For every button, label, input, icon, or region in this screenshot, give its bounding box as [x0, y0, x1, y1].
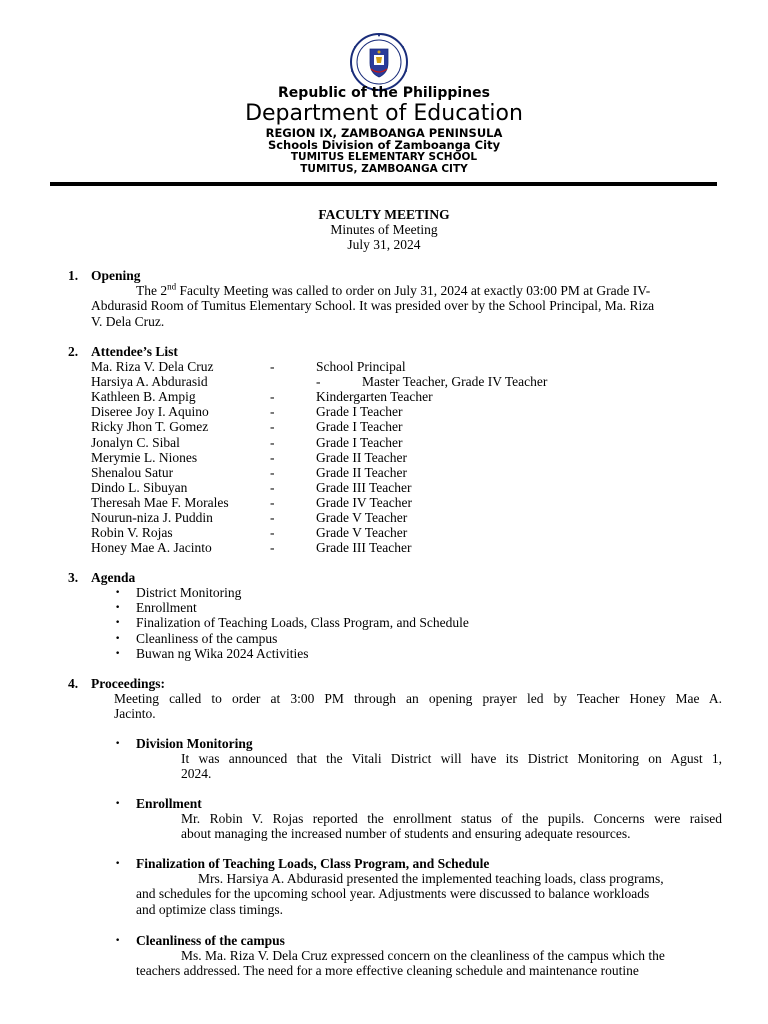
- attendee-name: Ricky Jhon T. Gomez: [91, 419, 209, 435]
- proceedings-intro-line: Jacinto.: [114, 706, 156, 721]
- proceeding-item-text: Mrs. Harsiya A. Abdurasid presented the implemented teaching loads, class programs,: [198, 871, 664, 886]
- attendee-dash: -: [270, 464, 275, 480]
- attendee-role: School Principal: [316, 359, 406, 374]
- attendee-name: Harsiya A. Abdurasid: [91, 374, 208, 390]
- agenda-item: Buwan ng Wika 2024 Activities: [136, 645, 309, 661]
- attendee-name: Theresah Mae F. Morales: [91, 494, 229, 510]
- city-heading: TUMITUS, ZAMBOANGA CITY: [300, 163, 468, 175]
- attendee-dash: -: [270, 494, 275, 510]
- attendee-role: Grade V Teacher: [316, 510, 408, 525]
- opening-text-line: V. Dela Cruz.: [91, 314, 165, 329]
- attendee-role: Grade IV Teacher: [316, 494, 413, 510]
- attendee-dash: -: [270, 540, 275, 556]
- attendee-name: Dindo L. Sibuyan: [91, 479, 188, 495]
- attendee-role: Grade III Teacher: [316, 540, 412, 556]
- proceedings-intro-line: Meeting called to order at 3:00 PM through an opening prayer led by Teacher Honey Mae A.: [114, 691, 722, 706]
- bullet-icon: •: [115, 603, 121, 614]
- attendee-name: Jonalyn C. Sibal: [91, 434, 180, 450]
- deped-seal-logo: [343, 33, 415, 91]
- attendee-dash: -: [270, 389, 275, 405]
- document-subtitle: Minutes of Meeting: [330, 222, 438, 237]
- proceeding-item-title: Cleanliness of the campus: [136, 933, 285, 948]
- attendee-name: Shenalou Satur: [91, 464, 174, 480]
- attendee-dash: -: [270, 479, 275, 495]
- proceeding-item-text: about managing the increased number of students and ensuring adequate resources.: [181, 826, 631, 841]
- proceeding-item-text: and optimize class timings.: [136, 902, 283, 917]
- agenda-item: Cleanliness of the campus: [136, 630, 278, 646]
- proceeding-item-title: Enrollment: [136, 796, 202, 811]
- opening-text-line: The 2nd Faculty Meeting was called to order on July 31, 2024 at exactly 03:00 PM at Grade IV-: [136, 281, 651, 298]
- bullet-icon: •: [115, 859, 121, 869]
- attendee-dash: -: [270, 434, 275, 450]
- attendee-role: Kindergarten Teacher: [316, 389, 433, 405]
- attendee-dash: -: [270, 525, 275, 541]
- attendee-role: Grade II Teacher: [316, 464, 407, 480]
- attendee-name: Honey Mae A. Jacinto: [91, 540, 212, 556]
- school-heading: TUMITUS ELEMENTARY SCHOOL: [290, 151, 478, 163]
- attendee-dash: -: [316, 374, 321, 390]
- opening-text-line: Abdurasid Room of Tumitus Elementary School. It was presided over by the School Principal, Ma. Riza: [91, 298, 655, 313]
- division-heading: Schools Division of Zamboanga City: [267, 138, 501, 152]
- attendee-dash: -: [270, 449, 275, 465]
- section-number: 3.: [68, 570, 79, 585]
- attendee-name: Kathleen B. Ampig: [91, 389, 196, 405]
- attendee-name: Nourun-niza J. Puddin: [91, 510, 213, 525]
- attendee-name: Ma. Riza V. Dela Cruz: [91, 359, 214, 374]
- bullet-icon: •: [115, 633, 121, 644]
- attendee-role: Grade I Teacher: [316, 434, 403, 450]
- region-heading: REGION IX, ZAMBOANGA PENINSULA: [265, 126, 503, 140]
- attendee-dash: -: [270, 510, 275, 525]
- attendee-dash: -: [270, 404, 275, 420]
- proceeding-item-title: Finalization of Teaching Loads, Class Program, and Schedule: [136, 856, 490, 871]
- attendee-role: Grade II Teacher: [316, 449, 407, 465]
- attendee-role: Grade I Teacher: [316, 404, 403, 420]
- proceeding-item-text: Ms. Ma. Riza V. Dela Cruz expressed concern on the cleanliness of the campus which the: [181, 948, 665, 963]
- proceeding-item-text: Mr. Robin V. Rojas reported the enrollment status of the pupils. Concerns were raised: [181, 811, 722, 826]
- section-title-attendees: Attendee’s List: [91, 344, 178, 359]
- agenda-item: Finalization of Teaching Loads, Class Program, and Schedule: [136, 615, 469, 631]
- agenda-item: District Monitoring: [136, 585, 242, 600]
- bullet-icon: •: [115, 799, 121, 809]
- proceeding-item-text: It was announced that the Vitali District will have its District Monitoring on Agust 1,: [181, 751, 722, 766]
- proceeding-item-title: Division Monitoring: [136, 736, 253, 751]
- attendee-role: Grade III Teacher: [316, 479, 412, 495]
- department-heading: Department of Education: [245, 101, 523, 126]
- attendee-role: Master Teacher, Grade IV Teacher: [362, 374, 548, 390]
- section-number: 1.: [68, 268, 79, 283]
- document-title: FACULTY MEETING: [318, 207, 450, 222]
- document-date: July 31, 2024: [347, 237, 421, 252]
- republic-heading: Republic of the Philippines: [278, 85, 490, 101]
- bullet-icon: •: [115, 588, 121, 598]
- header-divider: [50, 182, 717, 186]
- agenda-item: Enrollment: [136, 600, 197, 616]
- bullet-icon: •: [115, 648, 121, 659]
- bullet-icon: •: [115, 936, 121, 946]
- bullet-icon: •: [115, 618, 121, 629]
- attendee-role: Grade V Teacher: [316, 525, 408, 541]
- bullet-icon: •: [115, 739, 121, 749]
- proceeding-item-text: teachers addressed. The need for a more effective cleaning schedule and maintenance routine: [136, 963, 639, 978]
- attendee-name: Merymie L. Niones: [91, 449, 198, 465]
- section-number: 2.: [68, 344, 79, 359]
- attendee-name: Robin V. Rojas: [91, 525, 173, 541]
- section-title-agenda: Agenda: [91, 570, 136, 585]
- section-title-opening: Opening: [91, 268, 141, 283]
- attendee-dash: -: [270, 359, 275, 374]
- proceeding-item-text: and schedules for the upcoming school year. Adjustments were discussed to balance workloads: [136, 886, 650, 901]
- attendee-role: Grade I Teacher: [316, 419, 403, 435]
- attendee-dash: -: [270, 419, 275, 435]
- proceeding-item-text: 2024.: [181, 766, 212, 781]
- section-title-proceedings: Proceedings:: [91, 676, 165, 691]
- attendee-name: Diseree Joy I. Aquino: [91, 404, 209, 420]
- section-number: 4.: [68, 676, 79, 691]
